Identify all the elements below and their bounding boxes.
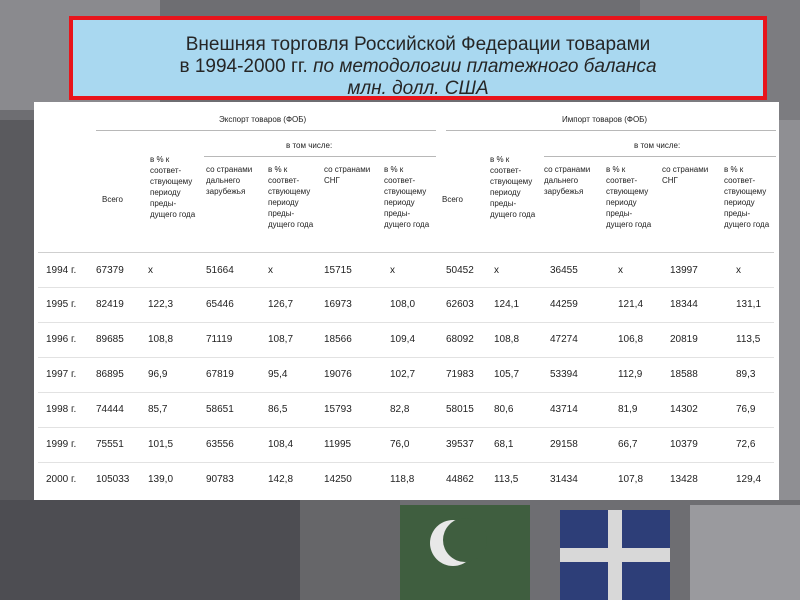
cell: 108,8	[494, 334, 520, 345]
cell: 122,3	[148, 299, 174, 310]
cell: 74444	[96, 404, 124, 415]
cell: x	[268, 265, 273, 276]
title-line-1: Внешняя торговля Российской Федерации товарами	[185, 34, 651, 55]
cell: 80,6	[494, 404, 514, 415]
import-total-header: Всего	[442, 195, 463, 204]
cell: 39537	[446, 439, 474, 450]
row-year: 1998 г.	[46, 404, 77, 415]
export-header: Экспорт товаров (ФОБ)	[219, 115, 307, 124]
bg-flag-right	[779, 120, 800, 500]
cell: 81,9	[618, 404, 638, 415]
cell: 121,4	[618, 299, 644, 310]
export-far-header: со странами дальнего зарубежья	[206, 165, 253, 196]
cell: 72,6	[736, 439, 756, 450]
cell: 67819	[206, 369, 234, 380]
cell: 29158	[550, 439, 578, 450]
cell: 68,1	[494, 439, 514, 450]
cell: 95,4	[268, 369, 288, 380]
cell: 66,7	[618, 439, 638, 450]
cell: 58015	[446, 404, 474, 415]
export-far-pct-header: в % к соответ- ствующему периоду преды- дущего года	[268, 165, 314, 229]
cell: 36455	[550, 265, 578, 276]
row-year: 2000 г.	[46, 474, 77, 485]
cell: x	[618, 265, 623, 276]
export-pct-header: в % к соответ- ствующему периоду преды- дущего года	[150, 155, 196, 219]
title-line-2-italic: по методологии платежного баланса	[313, 56, 657, 77]
cell: 108,4	[268, 439, 294, 450]
bg-flag-bottom-middle	[300, 500, 400, 600]
cell: 15793	[324, 404, 352, 415]
cell: 44259	[550, 299, 578, 310]
cell: 76,0	[390, 439, 410, 450]
bg-flag-bottom-left	[0, 500, 300, 600]
cell: 14302	[670, 404, 698, 415]
export-incl-header: в том числе:	[286, 141, 333, 150]
cell: 31434	[550, 474, 578, 485]
cell: 96,9	[148, 369, 168, 380]
cell: 53394	[550, 369, 578, 380]
row-divider	[38, 427, 774, 428]
cell: 118,8	[390, 474, 415, 485]
title-line-2	[73, 56, 763, 78]
bg-flag-left	[0, 120, 34, 500]
cell: 18566	[324, 334, 352, 345]
row-divider	[38, 287, 774, 288]
row-divider	[38, 392, 774, 393]
row-divider	[38, 322, 774, 323]
row-divider	[38, 462, 774, 463]
cell: 14250	[324, 474, 352, 485]
header-bottom-line	[38, 252, 774, 253]
trade-table	[34, 102, 779, 500]
bg-flag-bottom-right	[690, 505, 800, 600]
cell: 65446	[206, 299, 234, 310]
import-far-header: со странами дальнего зарубежья	[544, 165, 591, 196]
cell: 108,0	[390, 299, 416, 310]
cell: 108,8	[148, 334, 174, 345]
cell: 19076	[324, 369, 352, 380]
row-year: 1995 г.	[46, 299, 77, 310]
import-incl-line	[544, 156, 776, 157]
import-pct-header: в % к соответ- ствующему периоду преды- дущего года	[490, 155, 536, 219]
cell: 90783	[206, 474, 234, 485]
export-header-line	[96, 130, 436, 131]
export-incl-line	[204, 156, 436, 157]
cell: 85,7	[148, 404, 168, 415]
cell: x	[736, 265, 741, 276]
row-year: 1997 г.	[46, 369, 77, 380]
cell: 86895	[96, 369, 124, 380]
cell: x	[494, 265, 499, 276]
cell: 71983	[446, 369, 474, 380]
title-line-2-plain: в 1994-2000 гг.	[179, 56, 308, 77]
cell: 13997	[670, 265, 698, 276]
cell: 67379	[96, 265, 124, 276]
cell: x	[148, 265, 153, 276]
cell: 50452	[446, 265, 474, 276]
cell: 106,8	[618, 334, 644, 345]
cell: 113,5	[736, 334, 761, 345]
cell: 113,5	[494, 474, 519, 485]
cell: 63556	[206, 439, 234, 450]
cell: 15715	[324, 265, 352, 276]
cell: 43714	[550, 404, 578, 415]
slide-title-box	[69, 16, 767, 100]
cell: 107,8	[618, 474, 644, 485]
cell: 142,8	[268, 474, 294, 485]
cell: 20819	[670, 334, 698, 345]
cell: 124,1	[494, 299, 520, 310]
bg-flag-crescent-cut	[443, 518, 487, 562]
cell: 112,9	[618, 369, 643, 380]
export-cis-header: со странами СНГ	[324, 165, 371, 185]
cell: 82419	[96, 299, 124, 310]
export-cis-pct-header: в % к соответ- ствующему периоду преды- дущего года	[384, 165, 430, 229]
cell: 129,4	[736, 474, 762, 485]
cell: 44862	[446, 474, 474, 485]
cell: 75551	[96, 439, 124, 450]
cell: 126,7	[268, 299, 294, 310]
cell: 101,5	[148, 439, 174, 450]
cell: 58651	[206, 404, 234, 415]
cell: 105,7	[494, 369, 520, 380]
import-cis-header: со странами СНГ	[662, 165, 709, 185]
cell: 11995	[324, 439, 352, 450]
cell: 139,0	[148, 474, 174, 485]
bg-flag-uk-cross-v	[608, 510, 622, 600]
import-cis-pct-header: в % к соответ- ствующему периоду преды- дущего года	[724, 165, 770, 229]
row-year: 1999 г.	[46, 439, 77, 450]
export-total-header: Всего	[102, 195, 123, 204]
import-header: Импорт товаров (ФОБ)	[562, 115, 648, 124]
cell: 86,5	[268, 404, 288, 415]
cell: 10379	[670, 439, 698, 450]
row-year: 1994 г.	[46, 265, 77, 276]
import-incl-header: в том числе:	[634, 141, 681, 150]
title-line-3: млн. долл. США	[347, 78, 489, 99]
cell: 131,1	[736, 299, 762, 310]
cell: 102,7	[390, 369, 416, 380]
cell: x	[390, 265, 395, 276]
cell: 109,4	[390, 334, 416, 345]
cell: 89685	[96, 334, 124, 345]
cell: 18344	[670, 299, 698, 310]
cell: 68092	[446, 334, 474, 345]
row-year: 1996 г.	[46, 334, 77, 345]
cell: 51664	[206, 265, 234, 276]
cell: 89,3	[736, 369, 756, 380]
cell: 82,8	[390, 404, 410, 415]
cell: 105033	[96, 474, 130, 485]
cell: 47274	[550, 334, 578, 345]
cell: 16973	[324, 299, 352, 310]
cell: 13428	[670, 474, 698, 485]
cell: 62603	[446, 299, 474, 310]
cell: 108,7	[268, 334, 294, 345]
import-far-pct-header: в % к соответ- ствующему периоду преды- дущего года	[606, 165, 652, 229]
cell: 76,9	[736, 404, 756, 415]
row-divider	[38, 357, 774, 358]
cell: 71119	[206, 334, 233, 345]
cell: 18588	[670, 369, 698, 380]
import-header-line	[446, 130, 776, 131]
